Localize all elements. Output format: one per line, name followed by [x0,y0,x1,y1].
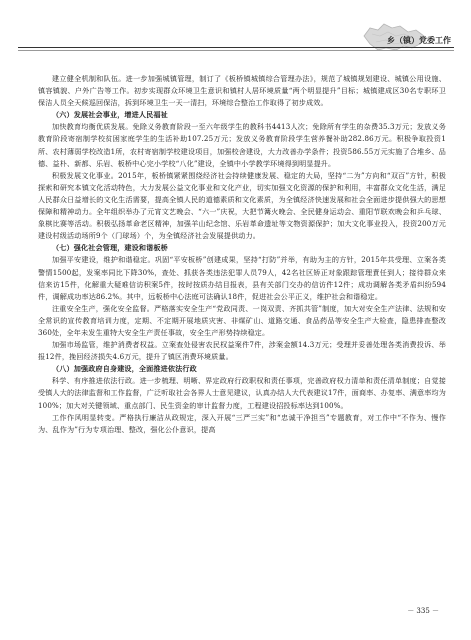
paragraph: 工作作风明显转变。严格执行廉洁从政规定，深入开展“三严三实”和“忠诚干净担当”专题教育，对工作中“不作为、慢作为、乱作为”行为专项治理、整改，强化公仆意识，提高 [38,412,446,434]
paragraph: 注重安全生产，强化安全监督。严格落实安全生产“党政同责、一岗双责、齐抓共管”制度，加大对安全生产法律、法规和安全常识的宣传教育培训力度，定期、不定期开展地质灾害、非煤矿山、道路交通、食品药品等安全生产大检查，隐患排查整改360处，全年未发生重特大安全生产责任事故，安全生产形势持续稳定。 [38,303,446,337]
paragraph: 建立健全机制和队伍。进一步加强城镇管理，制订了《板桥镇城镇综合管理办法》，规范了城镇规划建设、城镇公用设施、镇容镇貌、户外广告等工作。初步实现群众环境卫生意识和镇村人居环境质量“两个明显提升”目标；城镇建成区30名专职环卫保洁人员全天候巡回保洁，拆到环境卫生一天一清扫，环境综合整治工作取得了初步成效。 [38,74,446,108]
paragraph: 加强平安建设，维护和谐稳定。巩固“平安板桥”创建成果，坚持“打防”并举，有助为主的方针，2015年共受理、立案各类警情1500起，发案率同比下降30%，查处、抓获各类违法犯罪人员79人，42名社区矫正对象跟踪管理責任到人；接待群众来信来访15件，化解重大疑难信访积案5件，按时按质办结目报表，县有关部门交办的信访件12件；成功调解各类矛盾纠纷594件，调解成功率达86.2%。其中，远板桥中心法庭可法确认18件，促进社会公平正义，维护社会和谐稳定。 [38,255,446,301]
paragraph: 加强市场监管，维护消费者权益。立案查处侵害农民权益案件7件，涉案金额14.3万元；受理并妥善处理各类消费投诉、举报12件，挽回经济损失4.6万元，提升了镇区消费环境质量。 [38,340,446,362]
page-number: － 335 － [407,607,439,615]
header-divider [18,47,454,48]
paragraph: 积极发展文化事业。2015年，板桥镇紧紧围绕经济社会持续健康发展、稳定的大局，坚持“二为”方向和“双百”方针，积极探索和研究本镇文化活动特色，大力发展公益文化事业和文化产业，切实加强文化资源的保护和利用，丰富群众文化生活，满足人民群众日益增长的文化生活需要，提高全镇人民的道德素质和文化素质，为全镇经济快速发展和社会全面进步提供强大的思想保障和精神动力。全年组织举办了元宵文艺晚会、“六一”庆祝，大把节篝火晚会、全民健身运动会、重阳节联欢晚会和乒乓球、象棋比赛等活动。积极弘扬革命老区精神，加强羊山纪念馆、乐岩革命遗址等文物资源保护；加大文化事业投入，投资200万元建设村级活动场所9个（门球场）个，为全镇经济社会发展提供动力。 [38,170,446,241]
paragraph: 加快教育均衡优质发展。免除义务教育阶段一至六年级学生的教科书4413人次；免除所有学生的杂费35.3万元；发放义务教育阶段寄宿制学校贫困家庭学生的生活补助107.25万元；发放义务教育阶段学生营养餐补助282.86万元。积极争取投资1所、农村薄弱学校改造1所，农村寄宿制学校建设项目，加强校舍建设，大力改善办学条件；投资586.55万元实施了合堆乡、品德、益朴、新都、乐岩、板桥中心完小学校“八化”建设，全镇中小学教学环境得到明显提升。 [38,122,446,168]
section-heading: （八）加强政府自身建设，全面推进依法行政 [52,364,197,374]
section-heading: （七）强化社会管理，建设和谐板桥 [52,243,168,253]
header-divider-thin [18,50,454,51]
running-header-title: 乡（镇）党委工作 [387,36,451,45]
paragraph: 科学、有序推进依法行政。进一步梳理、明晰、界定政府行政职权和责任事项，完善政府权力清单和责任清单制度；自觉接受镇人大的法律监督和工作监督，广泛听取社会各界人士意见建议，认真办结人大代表建议17件，面商率、办复率、满意率均为100%；加大对关键领域、重点部门、民生资金的审计监督力度，工程建设招投标率达到100%。 [38,376,446,410]
body-text [38,73,446,436]
section-heading: （六）发展社会事业，增进人民福祉 [52,110,168,120]
